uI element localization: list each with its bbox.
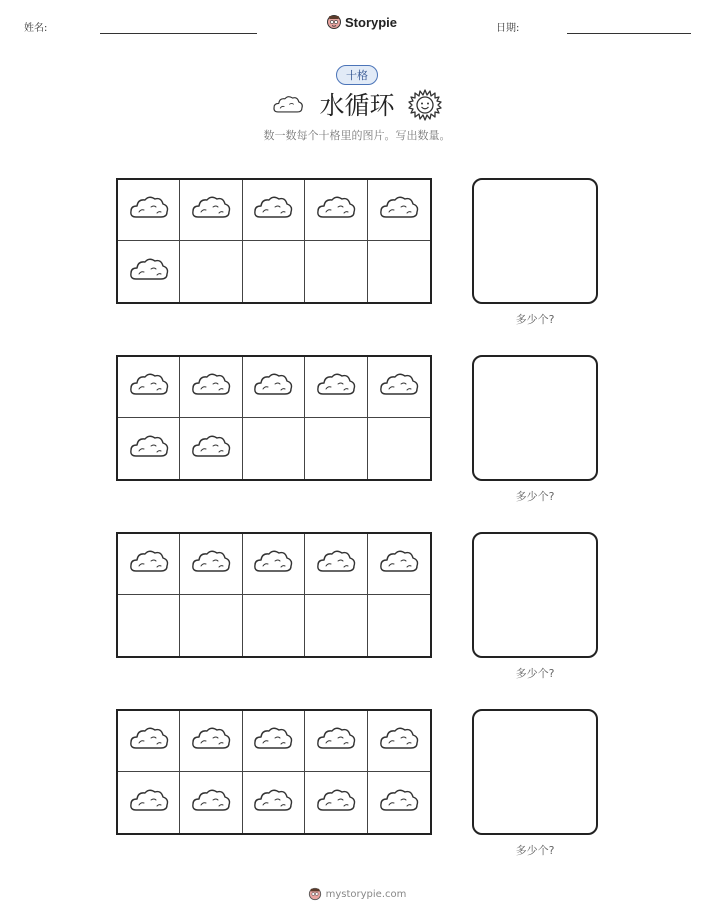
ten-frame-cell <box>118 772 180 833</box>
title-row <box>0 88 714 124</box>
ten-frame-cell <box>118 180 180 241</box>
cloud-icon <box>314 193 358 227</box>
sun-icon <box>408 88 442 122</box>
ten-frame-cell <box>180 180 242 241</box>
ten-frame-cell <box>180 357 242 418</box>
cloud-icon <box>127 255 171 289</box>
ten-frame-cell <box>243 534 305 595</box>
how-many-label-4: 多少个? <box>515 844 555 857</box>
cloud-icon <box>127 193 171 227</box>
cloud-icon <box>314 370 358 404</box>
ten-frame-cell <box>118 595 180 656</box>
ten-frame-cell <box>305 357 367 418</box>
ten-frame-cell <box>368 534 430 595</box>
footer <box>0 886 714 902</box>
cloud-icon <box>127 724 171 758</box>
cloud-icon <box>127 432 171 466</box>
ten-frame-cell <box>243 180 305 241</box>
ten-frame-cell <box>180 595 242 656</box>
topic-badge: 十格 <box>336 65 378 85</box>
ten-frame-cell <box>243 711 305 772</box>
cloud-icon <box>377 547 421 581</box>
cloud-icon <box>377 193 421 227</box>
ten-frame-cell <box>305 772 367 833</box>
ten-frame-cell <box>368 357 430 418</box>
footer-url: mystorypie.com <box>325 888 407 900</box>
ten-frame-cell <box>243 418 305 479</box>
name-line <box>100 33 257 34</box>
cloud-icon <box>314 724 358 758</box>
cloud-icon <box>251 370 295 404</box>
answer-box-4[interactable] <box>472 709 598 835</box>
cloud-icon <box>189 370 233 404</box>
ten-frame-cell <box>368 772 430 833</box>
brand-logo <box>326 12 397 32</box>
cloud-icon <box>377 724 421 758</box>
ten-frame-2 <box>116 355 432 481</box>
date-label: 日期: <box>496 23 520 34</box>
ten-frame-cell <box>180 711 242 772</box>
cloud-icon <box>377 370 421 404</box>
ten-frame-cell <box>118 711 180 772</box>
cloud-icon <box>314 786 358 820</box>
ten-frame-cell <box>118 357 180 418</box>
ten-frame-cell <box>180 418 242 479</box>
instructions: 数一数每个十格里的图片。写出数量。 <box>263 129 451 142</box>
ten-frame-cell <box>305 534 367 595</box>
ten-frame-cell <box>368 595 430 656</box>
cloud-icon <box>251 547 295 581</box>
cloud-icon <box>377 786 421 820</box>
ten-frame-cell <box>368 711 430 772</box>
ten-frame-cell <box>368 418 430 479</box>
ten-frame-cell <box>180 534 242 595</box>
ten-frame-cell <box>118 418 180 479</box>
ten-frame-cell <box>243 772 305 833</box>
date-line <box>567 33 691 34</box>
how-many-label-3: 多少个? <box>515 667 555 680</box>
ten-frame-1 <box>116 178 432 304</box>
ten-frame-cell <box>118 534 180 595</box>
ten-frame-3 <box>116 532 432 658</box>
cloud-icon <box>189 547 233 581</box>
storypie-logo-icon <box>308 886 322 902</box>
cloud-icon <box>189 432 233 466</box>
cloud-icon <box>189 724 233 758</box>
answer-box-1[interactable] <box>472 178 598 304</box>
cloud-icon <box>127 786 171 820</box>
ten-frame-cell <box>305 711 367 772</box>
cloud-icon <box>189 786 233 820</box>
cloud-icon <box>189 193 233 227</box>
ten-frame-cell <box>368 241 430 302</box>
cloud-icon <box>251 786 295 820</box>
cloud-icon <box>314 547 358 581</box>
cloud-icon <box>127 547 171 581</box>
name-label: 姓名: <box>24 23 48 34</box>
answer-box-2[interactable] <box>472 355 598 481</box>
answer-box-3[interactable] <box>472 532 598 658</box>
cloud-icon <box>127 370 171 404</box>
brand-name: Storypie <box>345 14 398 30</box>
storypie-logo-icon <box>326 13 342 31</box>
ten-frame-cell <box>118 241 180 302</box>
ten-frame-cell <box>305 418 367 479</box>
ten-frame-4 <box>116 709 432 835</box>
cloud-icon <box>251 724 295 758</box>
how-many-label-2: 多少个? <box>515 490 555 503</box>
how-many-label-1: 多少个? <box>515 313 555 326</box>
ten-frame-cell <box>180 241 242 302</box>
cloud-icon <box>251 193 295 227</box>
ten-frame-cell <box>305 180 367 241</box>
ten-frame-cell <box>243 357 305 418</box>
ten-frame-cell <box>305 241 367 302</box>
page-title: 水循环 <box>319 91 395 120</box>
ten-frame-cell <box>368 180 430 241</box>
ten-frame-cell <box>180 772 242 833</box>
ten-frame-cell <box>243 241 305 302</box>
ten-frame-cell <box>243 595 305 656</box>
ten-frame-cell <box>305 595 367 656</box>
